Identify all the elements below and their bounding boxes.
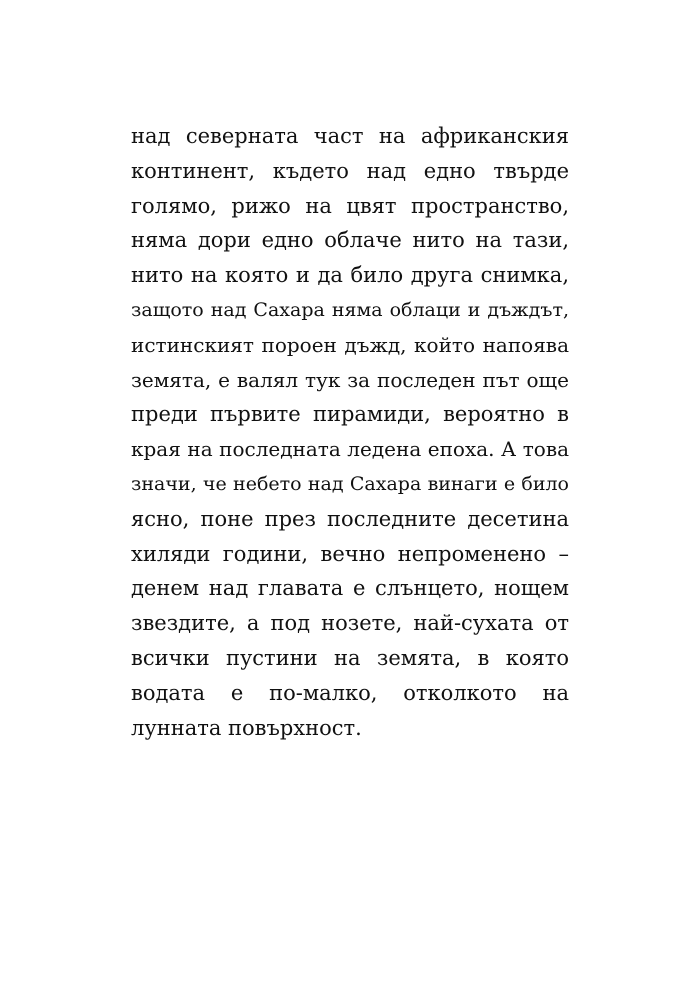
text-line: нито на която и да било друга снимка, [131, 263, 569, 288]
text-line: защото над Сахара няма облаци и дъждът, [131, 298, 569, 321]
text-line: хиляди години, вечно непроменено – [131, 541, 569, 566]
text-line: голямо, рижо на цвят пространство, [131, 193, 569, 218]
paragraph [131, 119, 569, 745]
text-line-last: лунната повърхност. [131, 715, 362, 740]
text-line: преди първите пирамиди, вероятно в [131, 402, 569, 427]
text-line: значи, че небето над Сахара винаги е било [131, 472, 569, 495]
text-line: всички пустини на земята, в която [131, 645, 569, 670]
text-line: водата е по-малко, отколкото на [131, 680, 569, 705]
text-line: края на последната ледена епоха. А това [131, 437, 569, 462]
text-line: над северната част на африканския [131, 124, 569, 148]
text-line: денем над главата е слънцето, нощем [131, 576, 569, 601]
text-line: истинският пороен дъжд, който напоява [131, 332, 569, 357]
text-line: няма дори едно облаче нито на тази, [131, 228, 569, 253]
text-line: континент, където над едно твърде [131, 158, 569, 183]
text-line: земята, е валял тук за последен път още [131, 367, 569, 392]
text-line: звездите, а под нозете, най-сухата от [131, 611, 569, 636]
text-line: ясно, поне през последните десетина [131, 506, 569, 531]
